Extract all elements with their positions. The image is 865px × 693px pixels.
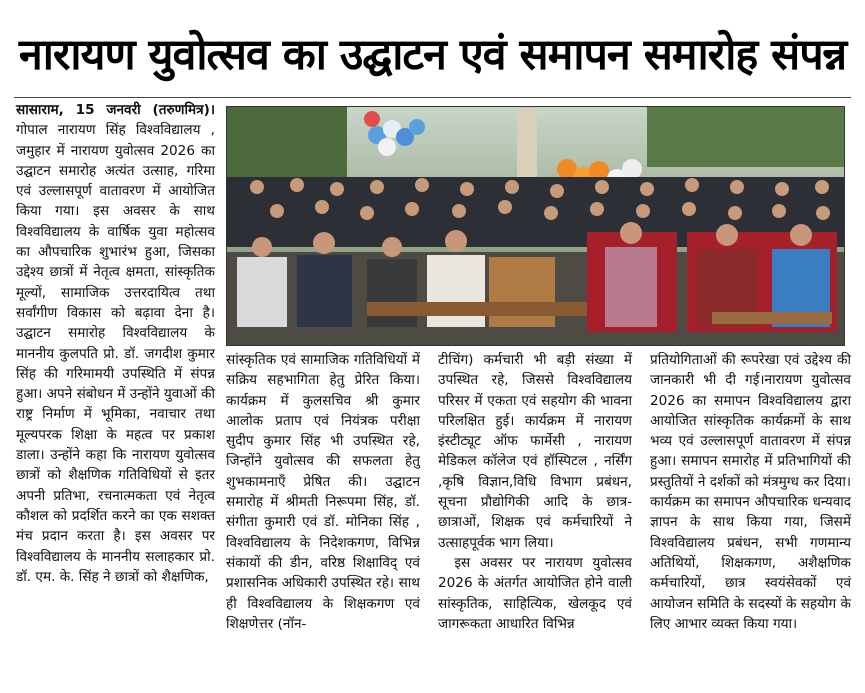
article-column-3: [438, 350, 632, 634]
column-text: गोपाल नारायण सिंह विश्वविद्यालय , जमुहार में नारायण युवोत्सव 2026 का उद्घाटन समारोह अत्यंत उत्साह, गरिमा एवं उल्लासपूर्ण वातावरण में आयोजित किया गया। इस अवसर के साथ विश्वविद्यालय के वार्षिक युवा महोत्सव का औपचारिक शुभारंभ हुआ, जिसका उद्देश्य छात्रों में नेतृत्व क्षमता, सांस्कृतिक मूल्यों, सामाजिक उत्तरदायित्व तथा सर्वांगीण विकास को बढ़ावा देना है। उद्घाटन समारोह विश्वविद्यालय के माननीय कुलपति प्रो. डॉ. जगदीश कुमार सिंह की गरिमामयी उपस्थिति में संपन्न हुआ। अपने संबोधन में उन्होंने युवाओं की राष्ट्र निर्माण में भूमिका, नवाचार तथा मूल्यपरक शिक्षा के महत्व पर प्रकाश डाला। उन्होंने कहा कि नारायण युवोत्सव छात्रों को शैक्षणिक गतिविधियों से इतर अपनी प्रतिभा, रचनात्मकता एवं नेतृत्व कौशल को प्रदर्शित करने का एक सशक्त मंच प्रदान करता है। इस अवसर पर विश्वविद्यालय के माननीय सलाहकार प्रो. डॉ. एम. के. सिंह ने छात्रों को शैक्षणिक,: [16, 122, 215, 585]
article-column-1: [16, 100, 215, 587]
article-column-2: [226, 350, 420, 634]
headline: नारायण युवोत्सव का उद्घाटन एवं समापन समारोह संपन्न: [18, 29, 847, 80]
column-text: सांस्कृतिक एवं सामाजिक गतिविधियों में सक्रिय सहभागिता हेतु प्रेरित किया। कार्यक्रम में कुलसचिव श्री कुमार आलोक प्रताप एवं नियंत्रक परीक्षा सुदीप कुमार सिंह भी उपस्थित रहे, जिन्होंने युवोत्सव की सफलता हेतु शुभकामनाएँ प्रेषित की। उद्घाटन समारोह में श्रीमती निरूपमा सिंह, डॉ. संगीता कुमारी एवं डॉ. मोनिका सिंह , विश्वविद्यालय के निदेशकगण, विभिन्न संकायों की डीन, वरिष्ठ शिक्षाविद् एवं प्रशासनिक अधिकारी उपस्थित रहे। साथ ही विश्वविद्यालय के शिक्षकगण एवं शिक्षणेत्तर (नॉन-: [226, 352, 420, 632]
headline-rule: [14, 97, 851, 98]
column-text: टीचिंग) कर्मचारी भी बड़ी संख्या में उपस्थित रहे, जिससे विश्वविद्यालय परिसर में एकता एवं सहयोग की भावना परिलक्षित हुई। कार्यक्रम में नारायण इंस्टीट्यूट ऑफ फार्मेसी , नारायण मेडिकल कॉलेज एवं हॉस्पिटल , नर्सिंग ,कृषि विज्ञान,विधि विभाग प्रबंधन, सूचना प्रौद्योगिकी आदि के छात्र-छात्राओं, शिक्षक एवं कर्मचारियों ने उत्साहपूर्वक भाग लिया।: [438, 352, 632, 551]
column-text: प्रतियोगिताओं की रूपरेखा एवं उद्देश्य की जानकारी भी दी गई।नारायण युवोत्सव 2026 का समापन विश्वविद्यालय द्वारा आयोजित सांस्कृतिक कार्यक्रमों के साथ भव्य एवं उल्लासपूर्ण वातावरण में संपन्न हुआ। समापन समारोह में प्रतिभागियों की प्रस्तुतियों ने दर्शकों को मंत्रमुग्ध कर दिया। कार्यक्रम का समापन औपचारिक धन्यवाद ज्ञापन के साथ किया गया, जिसमें विश्वविद्यालय प्रबंधन, सभी गणमान्य अतिथियों, शिक्षकगण, अशैक्षणिक कर्मचारियों, छात्र स्वयंसेवकों एवं आयोजन समिति के सदस्यों के सहयोग के लिए आभार व्यक्त किया गया।: [650, 352, 851, 632]
paragraph: [16, 100, 215, 587]
article-column-4: [650, 350, 851, 634]
column-text: इस अवसर पर नारायण युवोत्सव 2026 के अंतर्गत आयोजित होने वाली सांस्कृतिक, साहित्यिक, खेलकूद एवं जागरूकता आधारित विभिन्न: [438, 554, 632, 632]
event-photo: [226, 106, 845, 346]
event-photo-illustration: [227, 107, 844, 345]
dateline: सासाराम, 15 जनवरी (तरुणमित्र)।: [16, 102, 215, 118]
